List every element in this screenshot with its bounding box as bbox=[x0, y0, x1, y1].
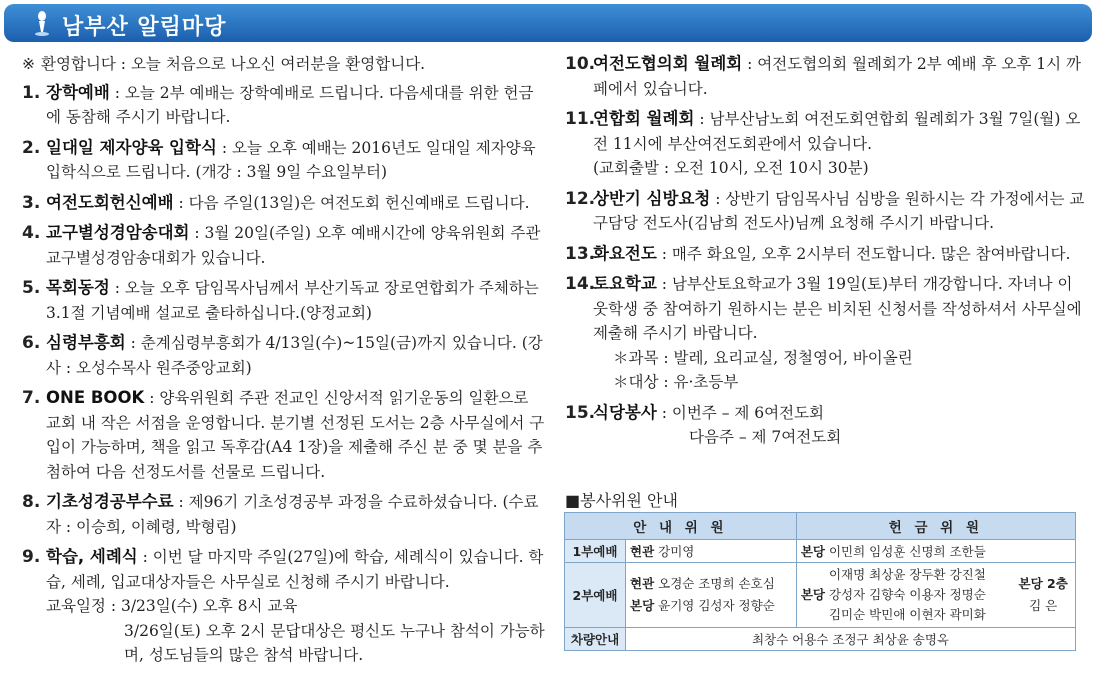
names: 오경순 조명희 손호심 bbox=[658, 576, 775, 591]
location-tag: 본당 bbox=[630, 598, 655, 613]
location-tag: 현관 bbox=[630, 544, 655, 559]
welcome-text: 환영합니다 : 오늘 처음으로 나오신 여러분을 환영합니다. bbox=[41, 55, 426, 73]
table-row bbox=[565, 563, 1076, 628]
item-number: 11. bbox=[565, 109, 596, 129]
item-text: : 남부산남노회 여전도회연합회 월례회가 3월 7일(월) 오전 11시에 부산여전도회관에서 있습니다. bbox=[593, 110, 1081, 153]
item-extra: (교회출발 : 오전 10시, 오전 10시 30분) bbox=[593, 159, 869, 177]
item-number: 12. bbox=[565, 188, 596, 209]
item-extra: 다음주 – 제 7여전도회 bbox=[689, 428, 842, 446]
table-cell bbox=[626, 540, 797, 563]
row-label: 2부예배 bbox=[565, 563, 626, 628]
item-heading: 여전도협의회 월례회 bbox=[593, 54, 743, 73]
item-number: 6. bbox=[22, 333, 41, 353]
item-heading: 기초성경공부수료 bbox=[46, 492, 174, 511]
header-banner bbox=[4, 4, 1092, 42]
table-cell bbox=[796, 540, 1075, 563]
item-number: 3. bbox=[22, 192, 41, 213]
table-row bbox=[565, 628, 1076, 651]
row-label: 차량안내 bbox=[565, 628, 626, 651]
item-number: 13. bbox=[565, 243, 596, 264]
item-sub: ＊대상 : 유·초등부 bbox=[613, 373, 739, 391]
item-text: : 이번주 – 제 6여전도회 bbox=[656, 403, 825, 422]
item-heading: 학습, 세례식 bbox=[46, 547, 138, 566]
item-text: : 매주 화요일, 오후 2시부터 전도합니다. 많은 참여바랍니다. bbox=[656, 244, 1071, 263]
item-text: : 양육위원회 주관 전교인 신앙서적 읽기운동의 일환으로 교회 내 작은 서점을 운영합니다. 분기별 선정된 도서는 2층 사무실에서 구입이 가능하며, 책을 읽고 독후감(A4 1장)을 제출해 주신 분 중 몇 분을 추첨하여 다음 선정도서를 선물로 드립니다. bbox=[46, 389, 545, 481]
column-header: 헌 금 위 원 bbox=[796, 513, 1075, 540]
item-text: : 상반기 담임목사님 심방을 원하시는 각 가정에서는 교구담당 전도사(김남희 전도사)님께 요청해 주시기 바랍니다. bbox=[593, 189, 1085, 232]
item-text: : 오늘 오후 담임목사님께서 부산기독교 장로연합회가 주체하는 3.1절 기념예배 설교로 출타하십니다.(양정교회) bbox=[46, 279, 539, 322]
notice-item bbox=[22, 386, 547, 484]
volunteer-section-title: ■봉사위원 안내 bbox=[565, 491, 678, 510]
location-tag: 현관 bbox=[630, 576, 655, 591]
table-cell: 최창수 어용수 조정구 최상윤 송명옥 bbox=[626, 628, 1076, 651]
item-heading: 연합회 월례회 bbox=[593, 109, 695, 128]
item-text: : 오늘 오후 예배는 2016년도 일대일 제자양육 입학식으로 드립니다. (개강 : 3월 9일 수요일부터) bbox=[46, 138, 536, 181]
item-heading: 목회동정 bbox=[46, 278, 110, 297]
row-label: 1부예배 bbox=[565, 540, 626, 563]
names: 이재명 최상윤 장두환 강진철 bbox=[828, 567, 986, 582]
item-number: 7. bbox=[22, 388, 41, 408]
item-text: : 이번 달 마지막 주일(27일)에 학습, 세례식이 있습니다. 학습, 세례, 입교대상자들은 사무실로 신청해 주시기 바랍니다. bbox=[46, 548, 544, 591]
right-column bbox=[565, 52, 1085, 456]
table-header-row bbox=[565, 513, 1076, 540]
table-cell bbox=[626, 563, 797, 628]
notice-item bbox=[22, 81, 547, 130]
location-tag: 본당 bbox=[800, 544, 825, 559]
names: 강성자 김향숙 이용자 정명순 bbox=[828, 587, 986, 602]
notice-item bbox=[22, 545, 547, 668]
item-heading: 교구별성경암송대회 bbox=[46, 223, 190, 242]
item-heading: 일대일 제자양육 입학식 bbox=[46, 137, 217, 157]
item-heading: 장학예배 bbox=[46, 82, 110, 102]
table-row bbox=[565, 540, 1076, 563]
item-number: 5. bbox=[22, 278, 41, 298]
item-number: 2. bbox=[22, 137, 41, 158]
table-cell bbox=[796, 563, 1011, 628]
welcome-notice bbox=[22, 52, 547, 77]
pen-icon bbox=[32, 10, 52, 36]
table-cell bbox=[1011, 563, 1075, 628]
item-number: 15. bbox=[565, 402, 596, 423]
notice-item bbox=[22, 221, 547, 270]
item-heading: 화요전도 bbox=[593, 243, 657, 263]
names: 강미영 bbox=[658, 544, 695, 559]
item-number: 1. bbox=[22, 82, 41, 103]
item-sub: ＊과목 : 발레, 요리교실, 정철영어, 바이올린 bbox=[613, 348, 913, 367]
location-tag: 본당 bbox=[800, 587, 825, 602]
notice-item bbox=[565, 107, 1085, 181]
names: 김 은 bbox=[1029, 598, 1058, 613]
item-number: 9. bbox=[22, 547, 41, 567]
item-heading: 여전도회헌신예배 bbox=[46, 192, 174, 212]
notice-item bbox=[565, 401, 1085, 450]
location-tag: 본당 2층 bbox=[1018, 576, 1068, 591]
notice-item bbox=[22, 490, 547, 539]
item-text: : 오늘 2부 예배는 장학예배로 드립니다. 다음세대를 위한 헌금에 동참해 주시기 바랍니다. bbox=[46, 83, 534, 126]
item-text: : 여전도협의회 월례회가 2부 예배 후 오후 1시 까페에서 있습니다. bbox=[593, 55, 1082, 98]
item-text: : 다음 주일(13일)은 여전도회 헌신예배로 드립니다. bbox=[173, 193, 530, 212]
item-heading: ONE BOOK bbox=[46, 388, 145, 407]
item-heading: 심령부흥회 bbox=[46, 333, 126, 352]
names: 이민희 임성훈 신명희 조한들 bbox=[828, 544, 986, 559]
item-text: : 3월 20일(주일) 오후 예배시간에 양육위원회 주관 교구별성경암송대회가 있습니다. bbox=[46, 224, 541, 267]
column-header: 안 내 위 원 bbox=[565, 513, 797, 540]
notice-item bbox=[565, 242, 1085, 267]
notice-item bbox=[22, 276, 547, 325]
item-number: 4. bbox=[22, 223, 41, 243]
notice-item bbox=[22, 331, 547, 380]
item-number: 8. bbox=[22, 492, 41, 512]
item-heading: 식당봉사 bbox=[593, 402, 657, 422]
welcome-mark: ※ bbox=[22, 55, 35, 73]
names: 김미순 박민애 이현자 곽미화 bbox=[828, 607, 986, 622]
item-text: : 춘계심령부흥회가 4/13일(수)~15일(금)까지 있습니다. (강사 : 오성수목사 원주중앙교회) bbox=[46, 334, 543, 377]
notice-item bbox=[565, 272, 1085, 395]
item-heading: 상반기 심방요청 bbox=[593, 188, 711, 208]
left-column bbox=[22, 52, 547, 668]
notice-item bbox=[22, 191, 547, 216]
item-heading: 토요학교 bbox=[593, 274, 657, 293]
page-title: 남부산 알림마당 bbox=[62, 15, 227, 40]
volunteer-table bbox=[564, 512, 1076, 651]
item-number: 10. bbox=[565, 54, 596, 74]
education-schedule: 교육일정 : 3/23일(수) 오후 8시 교육 bbox=[46, 597, 298, 615]
notice-item bbox=[565, 187, 1085, 236]
names: 윤기영 김성자 정향순 bbox=[658, 598, 775, 613]
notice-item bbox=[565, 52, 1085, 101]
notice-item bbox=[22, 136, 547, 185]
item-number: 14. bbox=[565, 274, 596, 294]
item-text: : 제96기 기초성경공부 과정을 수료하셨습니다. (수료자 : 이승희, 이혜령, 박형림) bbox=[46, 493, 539, 536]
education-schedule-detail: 3/26일(토) 오후 2시 문답대상은 평신도 누구나 참석이 가능하며, 성도님들의 많은 참석 바랍니다. bbox=[124, 621, 545, 664]
item-text: : 남부산토요학교가 3월 19일(토)부터 개강합니다. 자녀나 이웃학생 중 참여하기 원하시는 분은 비치된 신청서를 작성하셔서 사무실에 제출해 주시기 바랍니다. bbox=[593, 275, 1082, 342]
